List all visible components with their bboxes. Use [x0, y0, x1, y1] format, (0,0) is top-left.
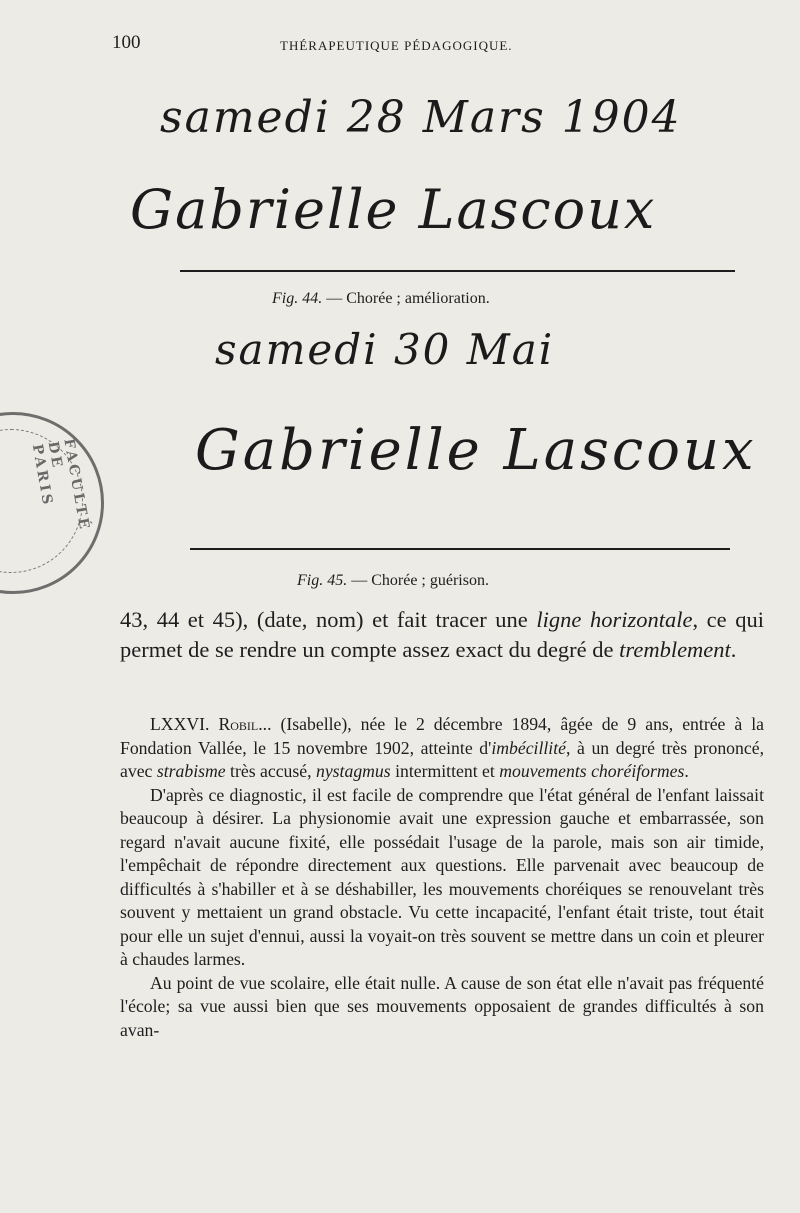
case-name: Robil: [218, 714, 259, 734]
running-title: THÉRAPEUTIQUE PÉDAGOGIQUE.: [280, 38, 513, 53]
lead-text-3: .: [730, 637, 737, 662]
page-number: 100: [112, 32, 141, 53]
case-paragraph-3: Au point de vue scolaire, elle était nulle. A cause de son état elle n'avait pas fréquenté l'école; sa vue aussi bien que ses mouvements opposaient de grandes difficultés à son avan-: [120, 972, 764, 1040]
case-report: [120, 713, 764, 1042]
lead-text-2: , ce qui permet de se rendre un compte assez exact du degré de: [120, 607, 764, 662]
lead-emphasis-2: tremblement: [619, 637, 731, 662]
lead-emphasis-1: ligne horizontale: [536, 607, 693, 632]
caption-fig44: [272, 290, 490, 308]
case-text-c: très accusé,: [225, 761, 316, 781]
horizontal-line-fig44: [180, 270, 735, 272]
handwritten-name-fig45: Gabrielle Lascoux: [195, 418, 757, 483]
case-paragraph-2: D'après ce diagnostic, il est facile de comprendre que l'état général de l'enfant laissait beaucoup à désirer. La physionomie avait une expression gauche et embarrassée, son regard n'avait aucune fixité, elle possédait l'usage de la parole, mais son air timide, l'empêchait de répondre directement aux questions. Elle parvenait avec beaucoup de difficultés à s'habiller et à se déshabiller, les mouvements choréiques se renouvelant très souvent y mettaient un grand obstacle. Vu cette incapacité, l'enfant était triste, tout était pour elle un sujet d'ennui, aussi la voyait-on très souvent se mettre dans un coin et pleurer à chaudes larmes.: [120, 784, 764, 969]
case-emphasis-2: strabisme: [156, 761, 226, 781]
case-emphasis-3: nystagmus: [315, 761, 391, 781]
lead-paragraph: [120, 605, 764, 665]
case-emphasis-1: imbécillité: [491, 737, 566, 758]
running-head: [112, 28, 772, 58]
case-text-d: intermittent et: [390, 761, 500, 781]
fig45-caption-text: — Chorée ; guérison.: [351, 572, 489, 589]
lead-text-1: 43, 44 et 45), (date, nom) et fait tracer une: [120, 607, 537, 632]
handwritten-date-fig44: samedi 28 Mars 1904: [160, 92, 682, 143]
caption-fig45: [297, 572, 489, 590]
handwritten-name-fig44: Gabrielle Lascoux: [130, 178, 657, 241]
case-paragraph-1: [120, 713, 764, 784]
case-text-b: , à un degré très prononcé, avec: [120, 737, 764, 781]
case-number: LXXVI.: [150, 714, 219, 734]
handwritten-date-fig45: samedi 30 Mai: [215, 325, 555, 374]
library-stamp: [0, 412, 104, 594]
fig44-caption-text: — Chorée ; amélioration.: [326, 290, 490, 307]
fig44-label: Fig. 44.: [272, 290, 323, 307]
case-text-e: .: [684, 761, 689, 781]
case-emphasis-4: mouvements choréiformes: [499, 761, 685, 781]
stamp-text: FACULTÉ DE PARIS: [28, 437, 93, 533]
case-text-a: ... (Isabelle), née le 2 décembre 1894, âgée de 9 ans, entrée à la Fondation Vallée, le 15 novembre 1902, atteinte d': [120, 714, 765, 758]
horizontal-line-fig45: [190, 548, 730, 550]
fig45-label: Fig. 45.: [297, 572, 348, 589]
